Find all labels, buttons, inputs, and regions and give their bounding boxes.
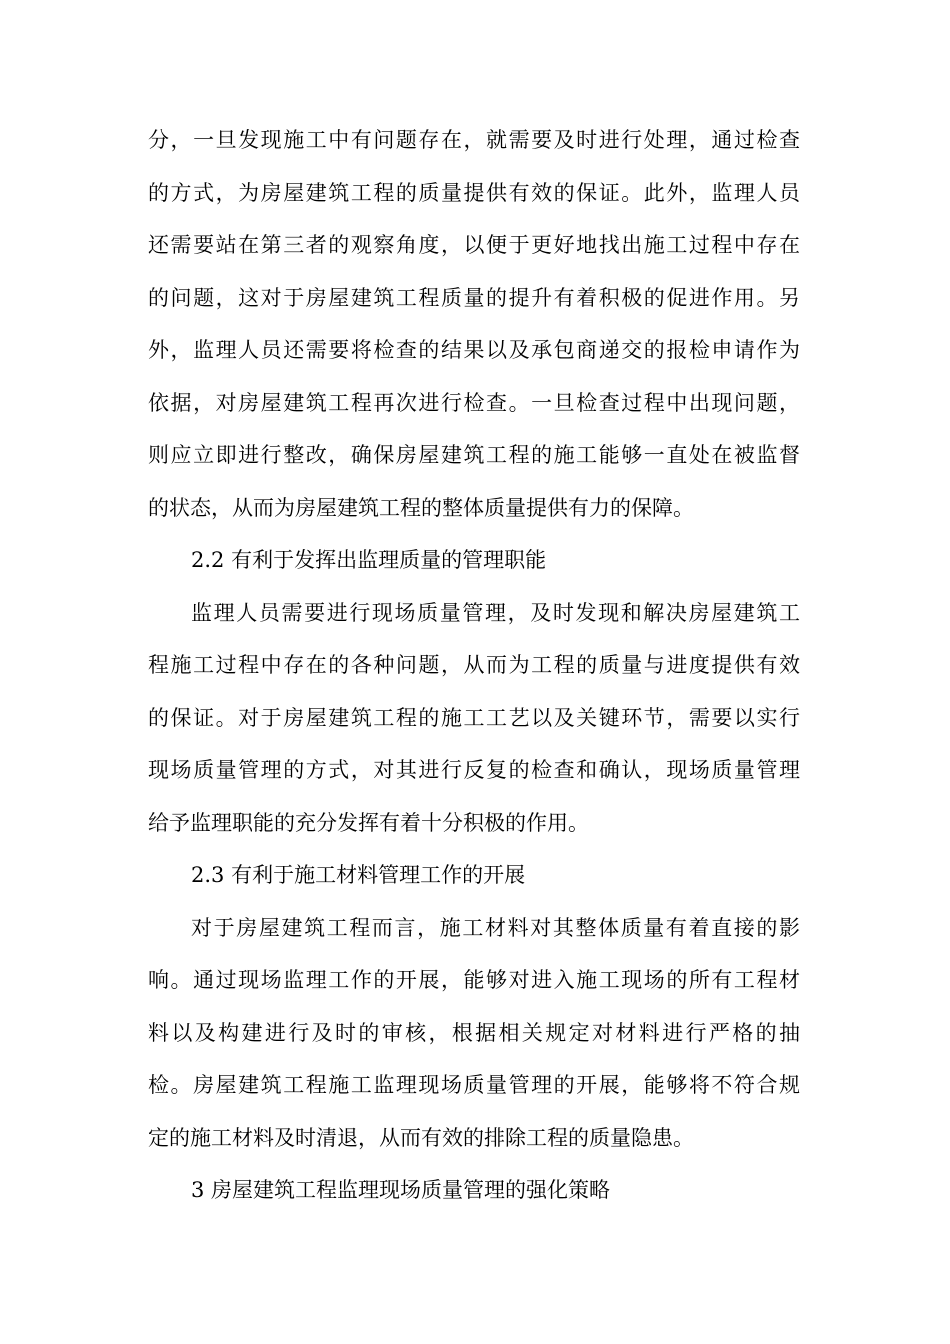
- paragraph-line: 的保证。对于房屋建筑工程的施工工艺以及关键环节，需要以实行: [148, 705, 800, 730]
- paragraph-line: 外，监理人员还需要将检查的结果以及承包商递交的报检申请作为: [148, 338, 800, 362]
- paragraph-line: 的问题，这对于房屋建筑工程质量的提升有着积极的促进作用。另: [148, 285, 800, 310]
- paragraph-line: 定的施工材料及时清退，从而有效的排除工程的质量隐患。: [148, 1125, 694, 1150]
- paragraph-line: 检。房屋建筑工程施工监理现场质量管理的开展，能够将不符合规: [148, 1073, 800, 1097]
- paragraph-line: 分，一旦发现施工中有问题存在，就需要及时进行处理，通过检查: [148, 128, 800, 152]
- paragraph-line: 程施工过程中存在的各种问题，从而为工程的质量与进度提供有效: [148, 653, 800, 677]
- paragraph-line: 给予监理职能的充分发挥有着十分积极的作用。: [148, 810, 589, 835]
- paragraph-line: 依据，对房屋建筑工程再次进行检查。一旦检查过程中出现问题，: [148, 390, 800, 415]
- paragraph-line: 的状态，从而为房屋建筑工程的整体质量提供有力的保障。: [148, 495, 694, 520]
- paragraph-line: 监理人员需要进行现场质量管理，及时发现和解决房屋建筑工: [191, 600, 800, 625]
- document-body: [148, 114, 800, 1217]
- paragraph-line: 对于房屋建筑工程而言，施工材料对其整体质量有着直接的影: [191, 915, 800, 940]
- section-heading: 3 房屋建筑工程监理现场质量管理的强化策略: [191, 1178, 611, 1202]
- paragraph-line: 现场质量管理的方式，对其进行反复的检查和确认，现场质量管理: [148, 758, 800, 782]
- paragraph-line: 响。通过现场监理工作的开展，能够对进入施工现场的所有工程材: [148, 968, 800, 992]
- paragraph-line: 的方式，为房屋建筑工程的质量提供有效的保证。此外，监理人员: [148, 180, 800, 205]
- section-heading: 2.2 有利于发挥出监理质量的管理职能: [191, 548, 547, 572]
- paragraph-line: 还需要站在第三者的观察角度，以便于更好地找出施工过程中存在: [148, 233, 800, 257]
- section-heading: 2.3 有利于施工材料管理工作的开展: [191, 863, 526, 887]
- paragraph-line: 料以及构建进行及时的审核，根据相关规定对材料进行严格的抽: [148, 1020, 800, 1045]
- paragraph-line: 则应立即进行整改，确保房屋建筑工程的施工能够一直处在被监督: [148, 443, 800, 467]
